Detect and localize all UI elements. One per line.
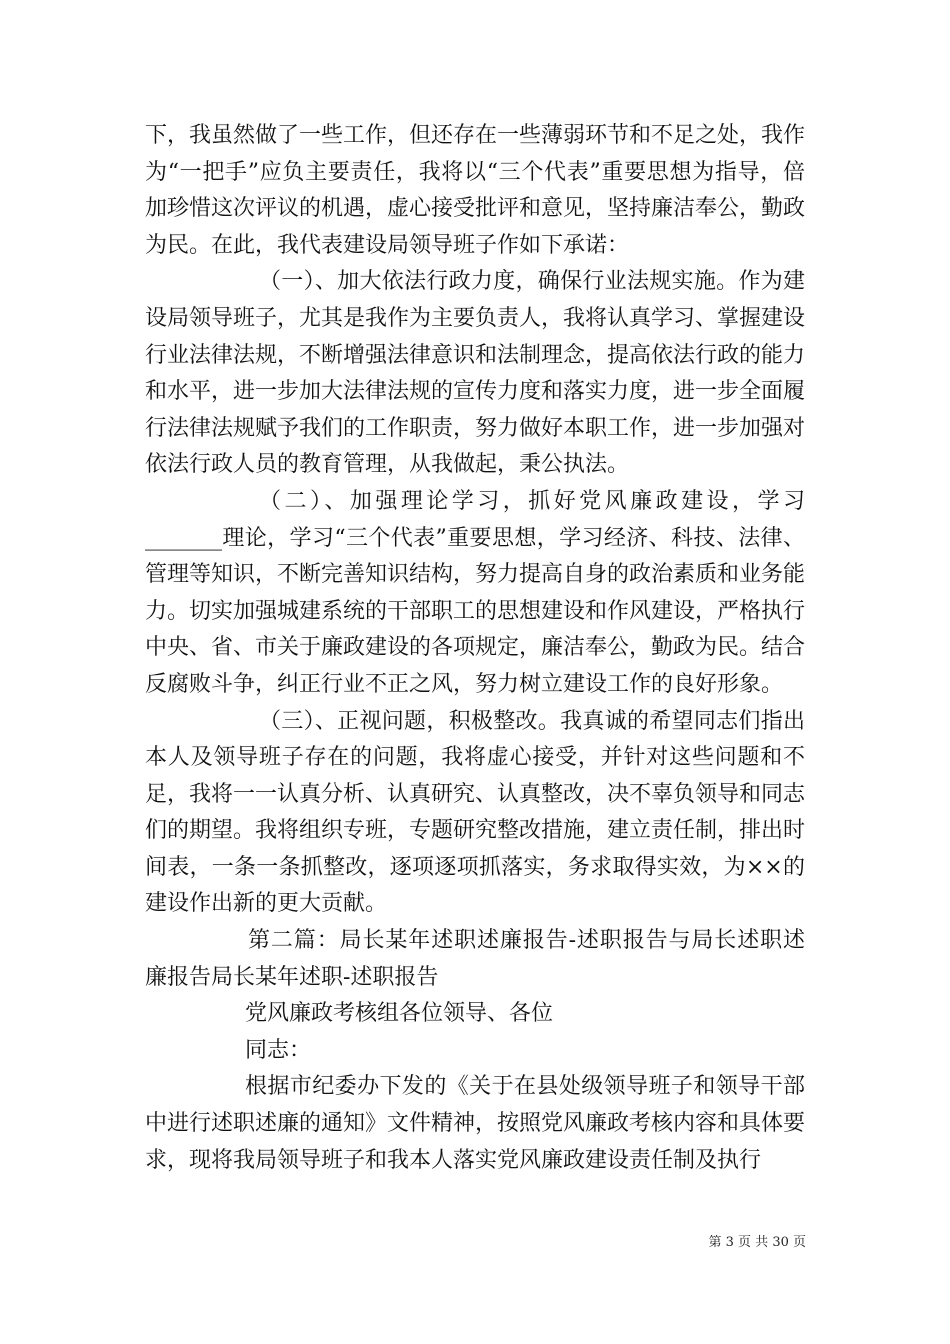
paragraph-item-one: （一）、加大依法行政力度，确保行业法规实施。作为建设局领导班子，尤其是我作为主要负责人，我将认真学习、掌握建设行业法律法规，不断增强法律意识和法制理念，提高依法行政的能力和水平，进一步加大法律法规的宣传力度和落实力度，进一步全面履行法律法规赋予我们的工作职责，努力做好本职工作，进一步加强对依法行政人员的教育管理，从我做起，秉公执法。 [145, 269, 806, 478]
paragraph-item-three: （三）、正视问题，积极整改。我真诚的希望同志们指出本人及领导班子存在的问题，我将虚心接受，并针对这些问题和不足，我将一一认真分析、认真研究、认真整改，决不辜负领导和同志们的期望。我将组织专班，专题研究整改措施，建立责任制，排出时间表，一条一条抓整改，逐项逐项抓落实，务求取得实效，为××的建设作出新的更大贡献。 [145, 708, 806, 917]
page-number-footer: 第 3 页 共 30 页 [708, 1235, 806, 1250]
salutation-line: 党风廉政考核组各位领导、各位 [245, 1001, 554, 1027]
paragraph-report-intro: 根据市纪委办下发的《关于在县处级领导班子和领导干部中进行述职述廉的通知》文件精神，按照党风廉政考核内容和具体要求，现将我局领导班子和我本人落实党风廉政建设责任制及执行 [145, 1074, 806, 1173]
section-heading-second-article: 第二篇：局长某年述职述廉报告-述职报告与局长述职述廉报告局长某年述职-述职报告 [145, 928, 805, 990]
salutation-colleagues: 同志： [245, 1037, 312, 1063]
paragraph-item-two: （二）、加强理论学习，抓好党风廉政建设，学习_______理论，学习“三个代表”重要思想，学习经济、科技、法律、管理等知识，不断完善知识结构，努力提高自身的政治素质和业务能力。切实加强城建系统的干部职工的思想建设和作风建设，严格执行中央、省、市关于廉政建设的各项规定，廉洁奉公，勤政为民。结合反腐败斗争，纠正行业不正之风，努力树立建设工作的良好形象。 [145, 488, 806, 697]
paragraph-commitment-intro: 下，我虽然做了一些工作，但还存在一些薄弱环节和不足之处，我作为“一把手”应负主要责任，我将以“三个代表”重要思想为指导，倍加珍惜这次评议的机遇，虚心接受批评和意见，坚持廉洁奉公，勤政为民。在此，我代表建设局领导班子作如下承诺： [145, 123, 806, 258]
document-body [145, 118, 805, 1179]
